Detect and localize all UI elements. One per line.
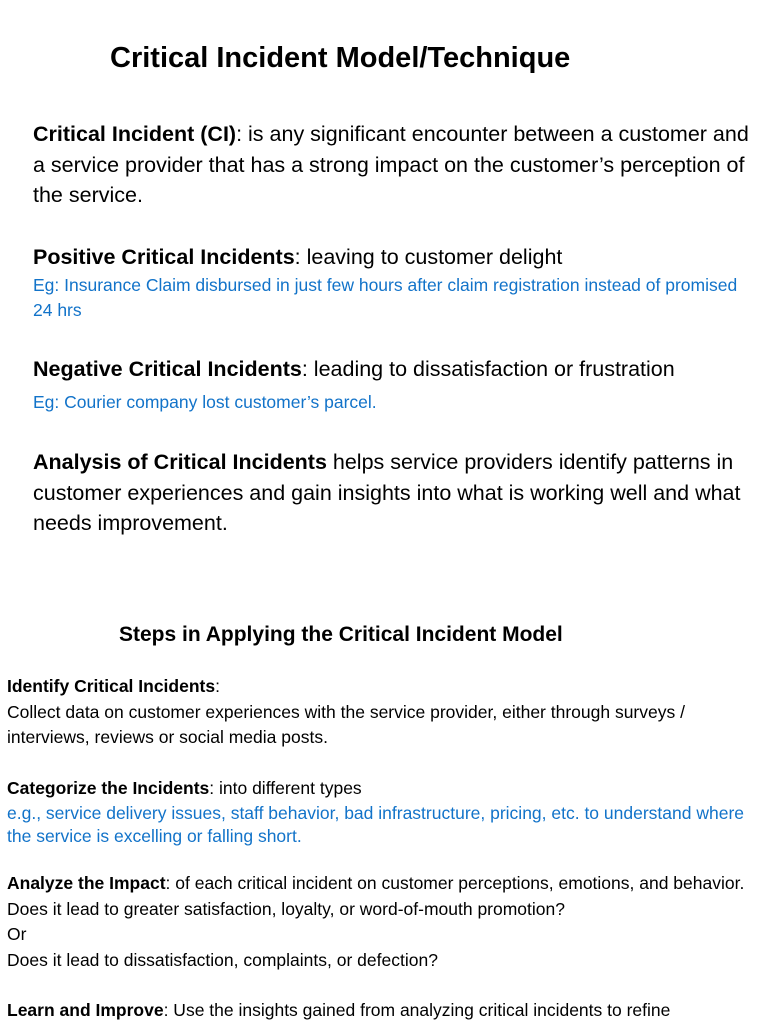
step-learn-term: Learn and Improve [7, 1000, 164, 1020]
analysis-text: helps service providers identify patterns in customer experiences and gain insights into what is working well and what needs improvement. [33, 450, 741, 535]
negative-incidents-term: Negative Critical Incidents [33, 357, 302, 381]
step-categorize-term: Categorize the Incidents [7, 778, 210, 798]
negative-incidents [33, 354, 753, 385]
negative-incidents-text: : leading to dissatisfaction or frustration [301, 357, 675, 381]
step-identify [7, 674, 765, 751]
page-title: Critical Incident Model/Technique [110, 42, 571, 74]
steps-title: Steps in Applying the Critical Incident Model [119, 623, 563, 646]
ci-definition-text: : is any significant encounter between a customer and a service provider that has a strong impact on the customer’s perception of the service. [33, 122, 749, 207]
step-identify-text: Collect data on customer experiences with the service provider, either through surveys / interviews, reviews or social media posts. [7, 701, 685, 747]
step-analyze-or: Or [7, 924, 27, 944]
step-identify-colon: : [215, 676, 220, 696]
step-analyze [7, 871, 765, 973]
step-identify-term: Identify Critical Incidents [7, 676, 216, 696]
analysis-term: Analysis of Critical Incidents [33, 450, 327, 474]
positive-incidents-term: Positive Critical Incidents [33, 245, 295, 269]
step-categorize-text: : into different types [209, 778, 362, 798]
ci-definition-term: Critical Incident (CI) [33, 122, 237, 146]
negative-example: Eg: Courier company lost customer’s parcel. [33, 392, 377, 412]
positive-example: Eg: Insurance Claim disbursed in just few hours after claim registration instead of promised 24 hrs [33, 275, 738, 320]
step-analyze-term: Analyze the Impact [7, 873, 166, 893]
step-categorize-example: e.g., service delivery issues, staff behavior, bad infrastructure, pricing, etc. to understand where the service is excelling or falling short. [7, 802, 744, 846]
step-learn-text: : Use the insights gained from analyzing critical incidents to refine [163, 1000, 671, 1020]
positive-incidents-text: : leaving to customer delight [294, 245, 563, 269]
step-analyze-text: : of each critical incident on customer perceptions, emotions, and behavior. Does it lead to greater satisfaction, loyalty, or word-of-mouth promotion? [7, 873, 745, 919]
ci-definition [33, 119, 753, 211]
step-categorize [7, 776, 765, 849]
step-analyze-text2: Does it lead to dissatisfaction, complaints, or defection? [7, 949, 438, 970]
positive-incidents [33, 242, 753, 273]
analysis-paragraph [33, 447, 753, 539]
step-learn [7, 998, 765, 1024]
